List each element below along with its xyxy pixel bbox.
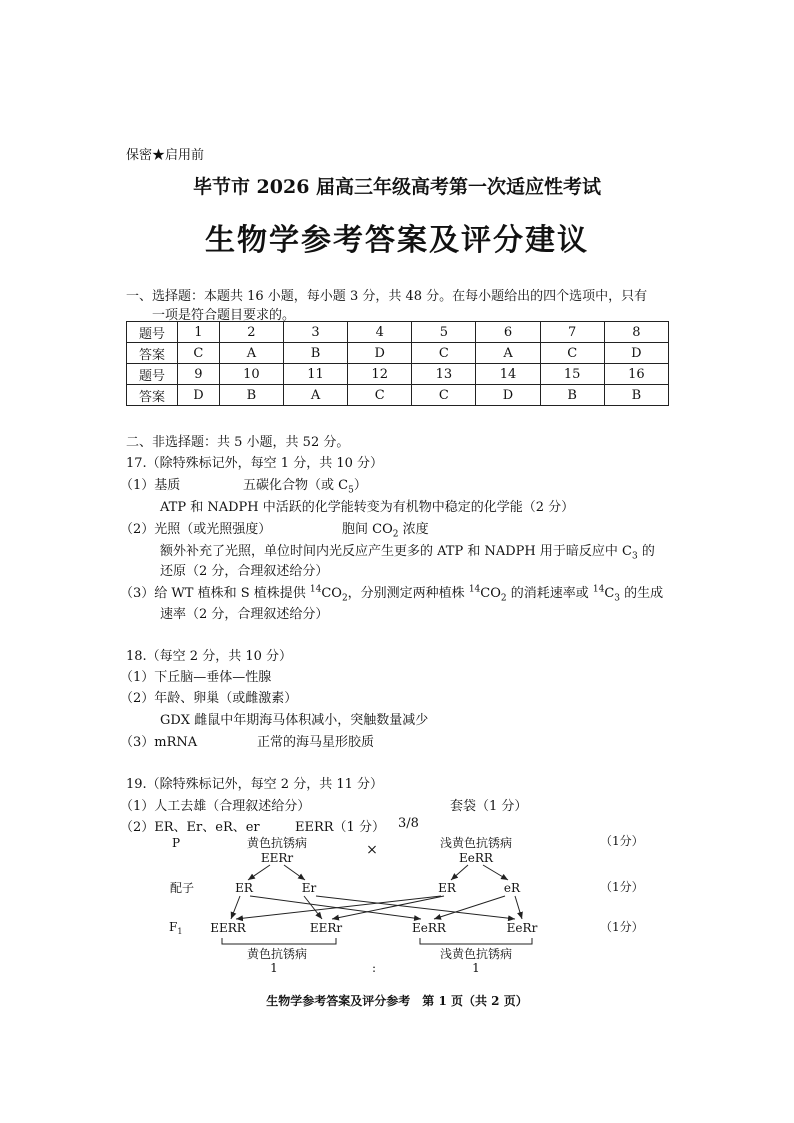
table-cell: 题号 bbox=[127, 322, 178, 343]
q17-answer-3: （3）给 WT 植株和 S 植株提供 $^{14}CO_2$，分别测定两种植株 $^{14}CO_2$ 的消耗速率或 $^{14}C_3$ 的生成 bbox=[120, 584, 664, 604]
q17-answer-1: （1）基质 bbox=[120, 478, 181, 493]
q17-answer-2d: 还原（2 分，合理叙述给分） bbox=[160, 564, 329, 579]
arrow-p2-g4 bbox=[483, 865, 508, 880]
table-cell: B bbox=[283, 343, 347, 364]
table-cell: C bbox=[178, 343, 220, 364]
table-cell: 8 bbox=[604, 322, 668, 343]
phenotype-right: 浅黄色抗锈病 bbox=[439, 947, 513, 961]
score-mark-3: （1分） bbox=[600, 920, 644, 934]
table-row bbox=[127, 364, 669, 385]
q19-answer-2c: 3/8 bbox=[398, 816, 419, 831]
q19-answer-2: （2）ER、Er、eR、er bbox=[120, 820, 260, 835]
table-cell: 6 bbox=[476, 322, 540, 343]
part2-title: 二、非选择题：共 5 小题，共 52 分。 bbox=[126, 435, 350, 450]
q17-heading: 17.（除特殊标记外，每空 1 分，共 10 分） bbox=[126, 456, 384, 471]
parent1-genotype: EERr bbox=[260, 851, 294, 865]
table-cell: D bbox=[604, 343, 668, 364]
table-cell: 1 bbox=[178, 322, 220, 343]
arrow-p1-g2 bbox=[284, 865, 305, 880]
table-cell: 5 bbox=[412, 322, 476, 343]
q19-answer-1: （1）人工去雄（合理叙述给分） bbox=[120, 799, 311, 814]
table-cell: 7 bbox=[540, 322, 604, 343]
q18-answer-2: （2）年龄、卵巢（或雌激素） bbox=[120, 691, 298, 706]
arrow-p2-g3 bbox=[451, 865, 468, 880]
gamete-4: eR bbox=[503, 881, 521, 895]
offspring-4: EeRr bbox=[506, 921, 538, 935]
table-cell: C bbox=[540, 343, 604, 364]
q18-answer-3: （3）mRNA bbox=[120, 735, 198, 750]
exam-title: 毕节市 2026 届高三年级高考第一次适应性考试 bbox=[192, 176, 602, 198]
table-cell: 14 bbox=[476, 364, 540, 385]
cross-symbol: × bbox=[366, 842, 378, 858]
q18-answer-2b: GDX 雌鼠中年期海马体积减小，突触数量减少 bbox=[160, 713, 429, 728]
arrow-p1-g1 bbox=[248, 865, 270, 880]
table-cell: 16 bbox=[604, 364, 668, 385]
table-cell: 3 bbox=[283, 322, 347, 343]
gamete-2: Er bbox=[301, 881, 317, 895]
table-cell: 15 bbox=[540, 364, 604, 385]
table-cell: 答案 bbox=[127, 385, 178, 406]
bracket-left bbox=[222, 938, 336, 944]
table-cell: 11 bbox=[283, 364, 347, 385]
table-row bbox=[127, 343, 669, 364]
q17-answer-3b: 速率（2 分，合理叙述给分） bbox=[160, 607, 329, 622]
phenotype-left: 黄色抗锈病 bbox=[246, 947, 308, 961]
table-cell: A bbox=[219, 343, 283, 364]
arrow-g4-o4 bbox=[515, 896, 522, 919]
table-cell: B bbox=[540, 385, 604, 406]
table-cell: B bbox=[604, 385, 668, 406]
score-mark-2: （1分） bbox=[600, 880, 644, 894]
score-mark-1: （1分） bbox=[600, 834, 644, 848]
table-cell: C bbox=[412, 385, 476, 406]
document-title: 生物学参考答案及评分建议 bbox=[205, 223, 589, 258]
q17-answer-1b: 五碳化合物（或 $C_5$） bbox=[243, 478, 367, 496]
f1-label: $F_1$ bbox=[169, 920, 183, 936]
table-cell: 12 bbox=[348, 364, 412, 385]
table-cell: 题号 bbox=[127, 364, 178, 385]
q18-answer-3b: 正常的海马星形胶质 bbox=[257, 735, 375, 750]
confidential-label: 保密★启用前 bbox=[126, 148, 205, 163]
table-cell: 答案 bbox=[127, 343, 178, 364]
parent2-phenotype: 浅黄色抗锈病 bbox=[439, 836, 513, 850]
gamete-3: ER bbox=[438, 881, 456, 895]
table-cell: 4 bbox=[348, 322, 412, 343]
arrow-g3-o1 bbox=[236, 896, 441, 919]
bracket-right bbox=[420, 938, 532, 944]
ratio-left: 1 bbox=[270, 961, 278, 975]
parent1-phenotype: 黄色抗锈病 bbox=[246, 836, 308, 850]
offspring-2: EERr bbox=[309, 921, 343, 935]
answer-table bbox=[126, 321, 669, 406]
p-label: P bbox=[172, 836, 181, 850]
arrow-g1-o1 bbox=[231, 896, 240, 919]
gamete-1: ER bbox=[235, 881, 253, 895]
q17-answer-2b: 胞间 $CO_2$ 浓度 bbox=[342, 522, 429, 540]
arrow-g4-o3 bbox=[434, 896, 505, 919]
q19-answer-1b: 套袋（1 分） bbox=[450, 799, 528, 814]
q18-answer-1: （1）下丘脑—垂体—性腺 bbox=[120, 670, 272, 685]
table-cell: 2 bbox=[219, 322, 283, 343]
table-cell: 10 bbox=[219, 364, 283, 385]
genetic-cross-diagram bbox=[0, 828, 794, 978]
table-cell: C bbox=[412, 343, 476, 364]
offspring-3: EeRR bbox=[412, 921, 446, 935]
parent2-genotype: EeRR bbox=[459, 851, 493, 865]
table-cell: D bbox=[476, 385, 540, 406]
offspring-1: EERR bbox=[210, 921, 246, 935]
arrow-g2-o2 bbox=[304, 896, 322, 919]
table-row bbox=[127, 385, 669, 406]
q19-heading: 19.（除特殊标记外，每空 2 分，共 11 分） bbox=[126, 777, 384, 792]
table-row bbox=[127, 322, 669, 343]
table-cell: C bbox=[348, 385, 412, 406]
table-cell: 13 bbox=[412, 364, 476, 385]
q18-heading: 18.（每空 2 分，共 10 分） bbox=[126, 649, 293, 664]
table-cell: 9 bbox=[178, 364, 220, 385]
table-cell: D bbox=[348, 343, 412, 364]
page-footer: 生物学参考答案及评分参考 第 1 页（共 2 页） bbox=[266, 994, 528, 1008]
part1-instruction: 一、选择题：本题共 16 小题，每小题 3 分，共 48 分。在每小题给出的四个选项中，只有 bbox=[126, 289, 648, 304]
q17-answer-1c: ATP 和 NADPH 中活跃的化学能转变为有机物中稳定的化学能（2 分） bbox=[160, 500, 575, 515]
arrow-g2-o4 bbox=[316, 896, 515, 919]
part1-instruction-cont: 一项是符合题目要求的。 bbox=[152, 308, 296, 323]
ratio-colon: : bbox=[371, 961, 377, 975]
q17-answer-2: （2）光照（或光照强度） bbox=[120, 522, 272, 537]
q19-answer-2b: EERR（1 分） bbox=[295, 820, 385, 835]
table-cell: A bbox=[476, 343, 540, 364]
ratio-right: 1 bbox=[472, 961, 480, 975]
gamete-label: 配子 bbox=[170, 881, 195, 895]
table-cell: B bbox=[219, 385, 283, 406]
table-cell: D bbox=[178, 385, 220, 406]
table-cell: A bbox=[283, 385, 347, 406]
q17-answer-2c: 额外补充了光照，单位时间内光反应产生更多的 ATP 和 NADPH 用于暗反应中 $C_3$ 的 bbox=[160, 544, 655, 562]
